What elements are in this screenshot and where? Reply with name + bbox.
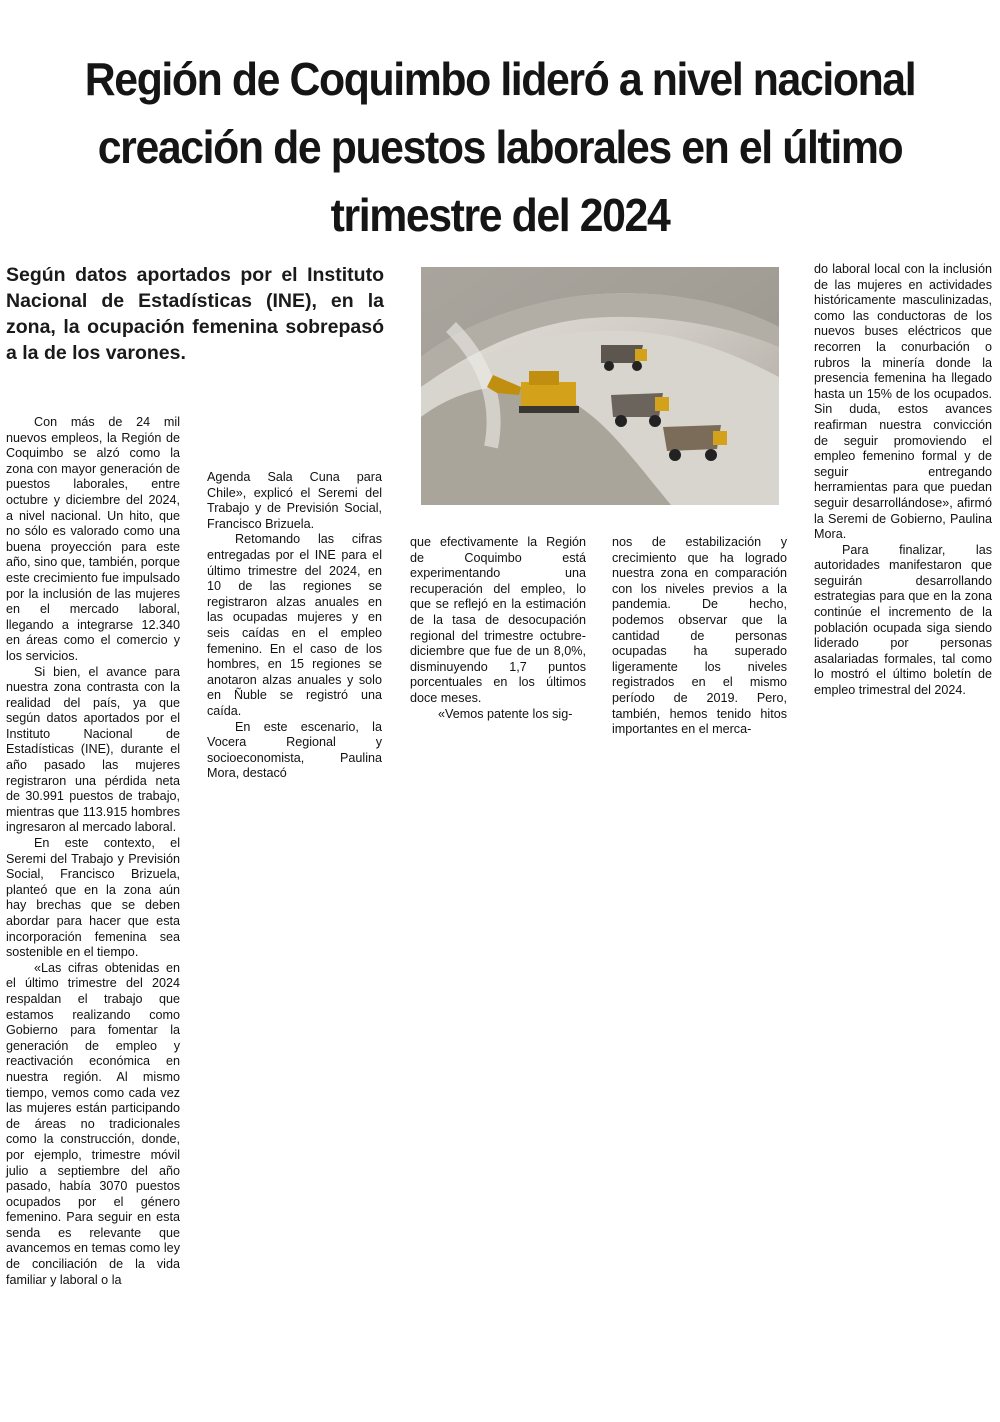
mining-trucks-photo-icon: [421, 267, 779, 505]
mining-photo: [421, 267, 779, 505]
paragraph: nos de estabilización y crecimiento que ha logrado nuestra zona en comparación con los niveles previos a la pandemia. De hecho, podemos observar que la cantidad de personas ocupadas ha superado ligeramente los niveles registrados en el mismo período de 2019. Pero, también, hemos tenido hitos importantes en el merca-: [612, 535, 787, 737]
headline: Región de Coquimbo lideró a nivel nacional creación de puestos laborales en el último trimestre del 2024: [84, 52, 916, 241]
paragraph: do laboral local con la inclusión de las mujeres en actividades históricamente masculinizadas, como las conductoras de los nuevos buses eléctricos que recorren la conurbación o rubros la minería donde la presencia femenina ha llegado hasta un 15% de los ocupados. Sin duda, estos avances reafirman nuestra convicción de seguir promoviendo el empleo femenino formal y de seguir entregando herramientas para que puedan seguir desarrollándose», afirmó la Seremi de Gobierno, Paulina Mora.: [814, 262, 992, 542]
paragraph: «Vemos patente los sig-: [438, 706, 573, 721]
paragraph: En este contexto, el Seremi del Trabajo y Previsión Social, Francisco Brizuela, planteó que en la zona aún hay brechas que se deben abordar para hacer que esta incorporación femenina sea sostenible en el tiempo.: [6, 836, 180, 960]
article-column-4: [612, 535, 787, 738]
paragraph: En este escenario, la Vocera Regional y socioeconomista, Paulina Mora, destacó: [207, 719, 382, 781]
article-column-5: [814, 262, 992, 699]
paragraph: Con más de 24 mil nuevos empleos, la Región de Coquimbo se alzó como la zona con mayor generación de puestos laborales, entre octubre y diciembre del 2024, a nivel nacional. Un hito, que no sólo es valorado como una buena proyección para este año, sino que, también, porque este crecimiento fue impulsado por la inclusión de las mujeres en el mercado laboral, llegando a integrarse 12.340 en áreas como el comercio y los servicios.: [6, 415, 180, 663]
article-column-1: [6, 415, 180, 1288]
article-column-2: [207, 470, 382, 782]
article-column-3: [410, 535, 586, 722]
paragraph: Retomando las cifras entregadas por el INE para el último trimestre del 2024, en 10 de las regiones se registraron alzas anuales en las ocupadas mujeres y en seis caídas en el empleo femenino. En el caso de los hombres, en 15 regiones se anotaron alzas anuales y solo en Ñuble se registró una caída.: [207, 532, 382, 718]
subheadline: Según datos aportados por el Instituto Nacional de Estadísticas (INE), en la zona, la ocupación femenina sobrepasó a la de los varones.: [6, 264, 384, 364]
paragraph: «Las cifras obtenidas en el último trimestre del 2024 respaldan el trabajo que estamos realizando como Gobierno para fomentar la generación de empleo y reactivación económica en nuestra región. Al mismo tiempo, vemos como cada vez las mujeres están participando de áreas no tradicionales como la construcción, donde, por ejemplo, trimestre móvil julio a septiembre del año pasado, había 3070 puestos ocupados por el género femenino. Para seguir en esta senda es relevante que avancemos en temas como ley de conciliación de la vida familiar y laboral o la: [6, 960, 180, 1287]
paragraph: Agenda Sala Cuna para Chile», explicó el Seremi del Trabajo y de Previsión Social, Francisco Brizuela.: [207, 470, 382, 531]
paragraph: que efectivamente la Región de Coquimbo está experimentando una recuperación del empleo, lo que se reflejó en la estimación de la tasa de desocupación regional del trimestre octubre- diciembre que fue de un 8,0%, disminuyendo 1,7 puntos porcentuales en los últimos doce meses.: [410, 535, 586, 705]
paragraph: Para finalizar, las autoridades manifestaron que seguirán desarrollando estrategias para que en la zona continúe el incremento de la población ocupada siga siendo liderado por personas asalariadas formales, tal como lo mostró el último boletín de empleo trimestral del 2024.: [814, 542, 992, 698]
paragraph: Si bien, el avance para nuestra zona contrasta con la realidad del país, ya que según datos aportados por el Instituto Nacional de Estadísticas (INE), durante el año pasado las mujeres registraron una pérdida neta de 30.991 puestos de trabajo, mientras que 113.915 hombres ingresaron al mercado laboral.: [6, 664, 180, 835]
